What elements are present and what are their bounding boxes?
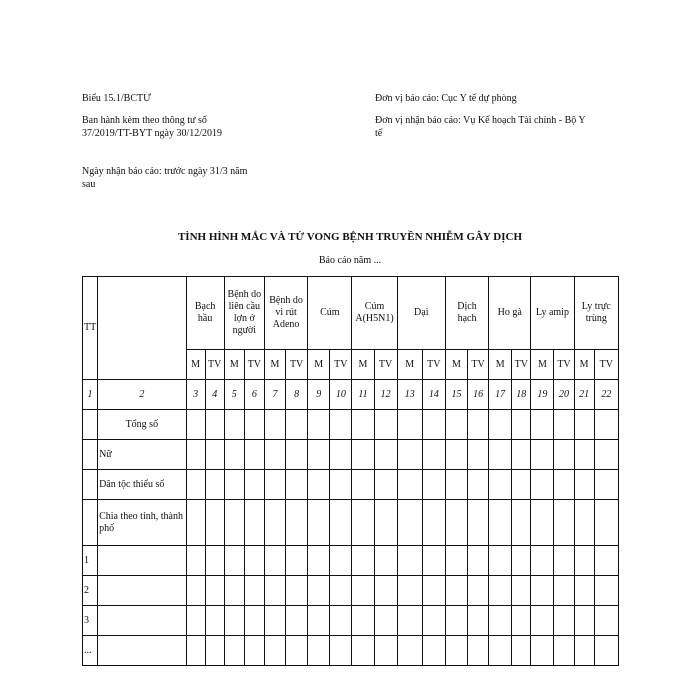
row-tt: 2 (83, 576, 98, 606)
label-header (98, 277, 186, 380)
column-number: 7 (264, 380, 285, 410)
reporting-unit: Đơn vị báo cáo: Cục Y tế dự phòng (375, 93, 517, 104)
column-number: 9 (308, 380, 330, 410)
table-row (83, 470, 619, 500)
column-number: 1 (83, 380, 98, 410)
row-tt: 3 (83, 606, 98, 636)
report-subtitle: Báo cáo năm ... (318, 255, 382, 266)
table-row (83, 606, 619, 636)
column-number: 22 (594, 380, 618, 410)
receive-date-text: Ngày nhận báo cáo: trước ngày 31/3 năm sau (82, 166, 248, 190)
row-tt (83, 500, 98, 546)
issued-with-text: Ban hành kèm theo thông tư số 37/2019/TT-BYT ngày 30/12/2019 (82, 115, 222, 139)
tv-header: TV (554, 350, 574, 380)
row-tt (83, 410, 98, 440)
table-row (83, 500, 619, 546)
disease-header: Ly amip (531, 277, 574, 350)
row-label: Tổng số (98, 410, 186, 440)
row-label (98, 546, 186, 576)
column-number: 20 (554, 380, 574, 410)
tv-header: TV (330, 350, 352, 380)
row-label: Dân tộc thiểu số (98, 470, 186, 500)
column-number: 6 (244, 380, 264, 410)
table-row (83, 410, 619, 440)
row-label (98, 636, 186, 666)
row-label (98, 576, 186, 606)
m-header: M (186, 350, 205, 380)
disease-header: Dịch hạch (445, 277, 488, 350)
tv-header: TV (286, 350, 308, 380)
column-number-row (83, 380, 619, 410)
column-number: 13 (397, 380, 422, 410)
column-number: 3 (186, 380, 205, 410)
column-number: 8 (286, 380, 308, 410)
row-tt: ... (83, 636, 98, 666)
tt-header: TT (83, 277, 98, 380)
column-number: 10 (330, 380, 352, 410)
table-row (83, 440, 619, 470)
tv-header: TV (594, 350, 618, 380)
m-header: M (308, 350, 330, 380)
m-header: M (489, 350, 512, 380)
m-header: M (531, 350, 554, 380)
column-number: 11 (352, 380, 374, 410)
receiving-unit: Đơn vị nhận báo cáo: Vụ Kế hoạch Tài chính - Bộ Y tế (375, 115, 586, 139)
disease-header: Bệnh do vi rút Adeno (264, 277, 307, 350)
tv-header: TV (205, 350, 224, 380)
m-header: M (445, 350, 467, 380)
column-number: 2 (98, 380, 186, 410)
report-table (82, 276, 619, 666)
disease-header: Cúm A(H5N1) (352, 277, 397, 350)
disease-header: Ly trực trùng (574, 277, 618, 350)
column-number: 17 (489, 380, 512, 410)
row-label (98, 606, 186, 636)
m-header: M (397, 350, 422, 380)
row-tt: 1 (83, 546, 98, 576)
disease-header: Dại (397, 277, 445, 350)
column-number: 4 (205, 380, 224, 410)
column-number: 16 (468, 380, 489, 410)
row-label: Nữ (98, 440, 186, 470)
row-tt (83, 440, 98, 470)
disease-header: Bệnh do liên cầu lợn ở người (224, 277, 264, 350)
tv-header: TV (244, 350, 264, 380)
column-number: 5 (224, 380, 244, 410)
column-number: 14 (422, 380, 445, 410)
m-header: M (264, 350, 285, 380)
m-header: M (574, 350, 594, 380)
tv-header: TV (512, 350, 531, 380)
disease-header: Ho gà (489, 277, 531, 350)
m-header: M (224, 350, 244, 380)
tv-header: TV (374, 350, 397, 380)
column-number: 21 (574, 380, 594, 410)
row-tt (83, 470, 98, 500)
report-title: TÌNH HÌNH MẮC VÀ TỬ VONG BỆNH TRUYỀN NHIỄM GÂY DỊCH (177, 231, 523, 243)
table-row (83, 636, 619, 666)
disease-header: Bạch hầu (186, 277, 224, 350)
column-number: 12 (374, 380, 397, 410)
tv-header: TV (468, 350, 489, 380)
form-code: Biểu 15.1/BCTƯ (82, 93, 151, 104)
tv-header: TV (422, 350, 445, 380)
table-row (83, 546, 619, 576)
table-row (83, 576, 619, 606)
column-number: 15 (445, 380, 467, 410)
m-header: M (352, 350, 374, 380)
row-label: Chia theo tỉnh, thành phố (98, 500, 186, 546)
column-number: 19 (531, 380, 554, 410)
column-number: 18 (512, 380, 531, 410)
disease-header: Cúm (308, 277, 352, 350)
